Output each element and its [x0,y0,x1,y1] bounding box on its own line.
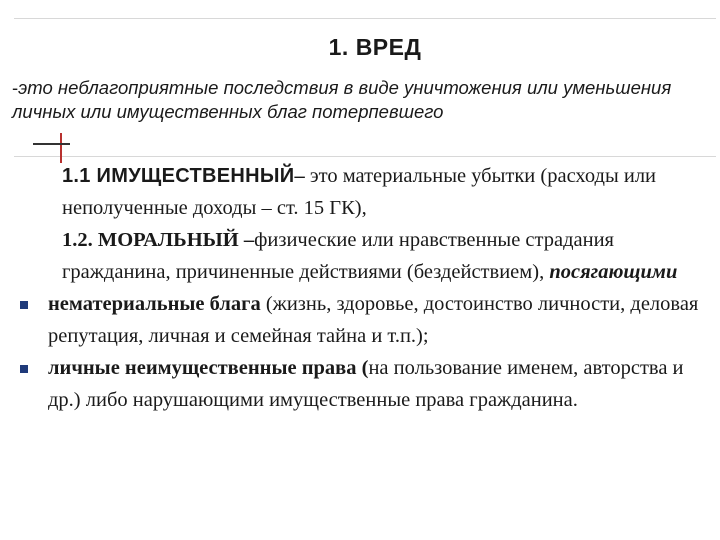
list-item [14,352,714,416]
list-item-text: (жизнь, здоровье, достоинство личности, деловая репутация, личная и семейная тайна и т.п.); [48,293,699,347]
moral-damage-text: физические или нравственные страдания гражданина, причиненные действиями (бездействием), [62,229,614,283]
property-damage-dash: – [294,165,305,187]
list-item-text: на пользование именем, авторства и др.) либо нарушающими имущественные права гражданина. [48,357,684,411]
slide-title: 1. ВРЕД [328,34,422,60]
top-divider [14,18,716,19]
property-damage-text: это материальные убытки (расходы или неполученные доходы – ст. 15 ГК), [62,165,657,219]
property-damage-paragraph [14,160,714,224]
crosshair-vertical-mark [60,133,62,163]
definition-dash: - [12,77,19,98]
list-item [14,288,714,352]
moral-damage-emphasis: посягающими [549,261,678,283]
body-content [14,160,714,416]
definition-body: это неблагоприятные последствия в виде уничтожения или уменьшения личных или имущественных благ потерпевшего [12,77,672,122]
moral-damage-paragraph [14,224,714,288]
damage-object-list [14,288,714,416]
list-item-bold: личные неимущественные права ( [48,357,369,379]
property-damage-heading: 1.1 ИМУЩЕСТВЕННЫЙ [62,165,295,187]
square-bullet-icon [20,365,28,373]
moral-damage-dash: – [238,229,255,251]
middle-divider [14,156,716,157]
moral-damage-heading: 1.2. МОРАЛЬНЫЙ [62,229,239,251]
list-item-bold: нематериальные блага [48,293,261,315]
definition-text [12,76,712,124]
crosshair-horizontal-mark [50,143,70,145]
square-bullet-icon [20,301,28,309]
